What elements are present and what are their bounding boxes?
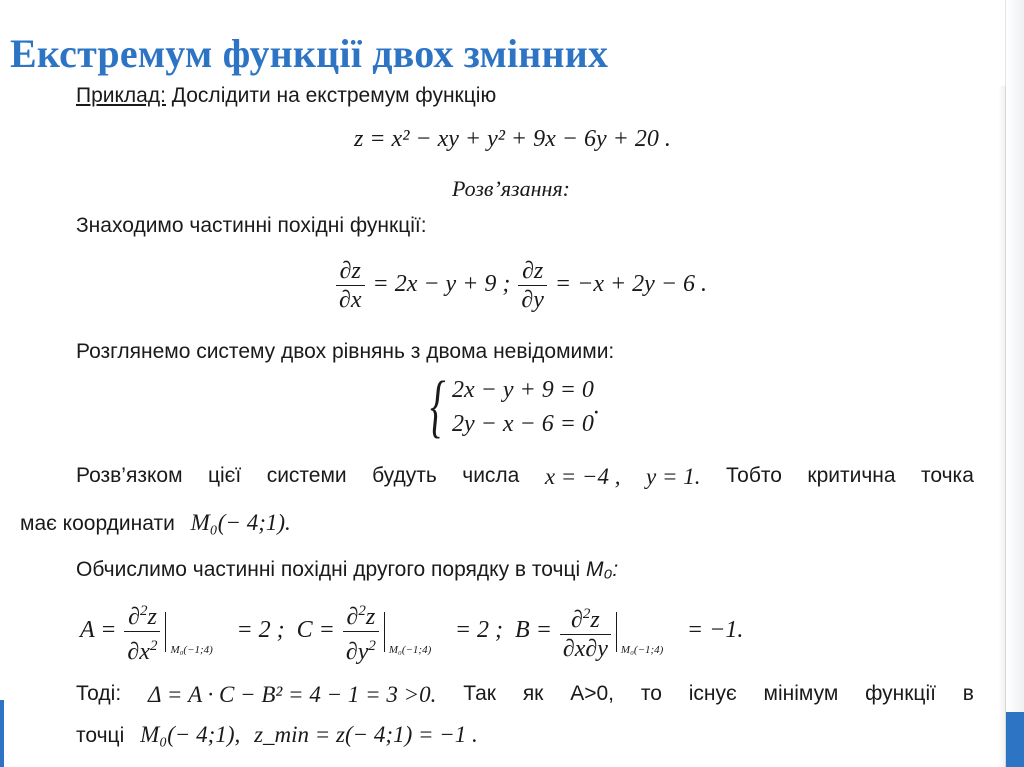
zmin-formula: z_min = z(− 4;1) = −1 .: [254, 722, 478, 747]
conclusion-cont: точці: [76, 724, 125, 747]
step3-line: [76, 464, 974, 490]
C-value: = 2 ;: [454, 617, 504, 644]
example-line: [76, 84, 496, 108]
equation-system: { 2x − y + 9 = 0 2y − x − 6 = 0 .: [430, 368, 600, 445]
word: існує: [688, 682, 737, 705]
word: як: [522, 682, 544, 705]
solution-heading: Розв’язання:: [452, 176, 571, 201]
word: мінімум: [763, 682, 839, 705]
B-symbol: B =: [515, 617, 552, 644]
word: в: [962, 682, 974, 705]
partial-x-expr: = 2x − y + 9 ;: [372, 271, 511, 298]
partial-derivatives: [334, 258, 707, 313]
dz-dy-fraction: $\frac{\partial z}{\partial y}$: [518, 258, 547, 313]
y-value: y = 1.: [646, 464, 701, 489]
right-accent-stripe: [1006, 712, 1024, 767]
word: A>0,: [570, 682, 614, 705]
function-formula: z = x² − xy + y² + 9x − 6y + 20 .: [354, 126, 671, 152]
step3-cont: має координати: [20, 512, 175, 535]
word: точка: [921, 464, 974, 487]
left-accent-stripe: [0, 700, 4, 767]
example-label: Приклад:: [76, 84, 166, 107]
dz-dx-fraction: $\frac{\partial z}{\partial x}$: [336, 258, 365, 313]
step1-text: Знаходимо частинні похідні функції:: [76, 214, 427, 237]
A-symbol: A =: [80, 617, 117, 644]
step4-line: [76, 558, 618, 582]
C-symbol: C =: [296, 617, 335, 644]
delta-formula: Δ = A · C − B² = 4 − 1 = 3 >0.: [148, 682, 437, 707]
conclusion-point: M₀(− 4;1),: [140, 722, 241, 747]
word: функції: [865, 682, 936, 705]
step4-text: Обчислимо частинні похідні другого порядку в точці: [76, 558, 581, 581]
eval-bar-A: M₀(−1;4): [165, 612, 230, 652]
step3-cont-line: [20, 510, 291, 536]
system-eq2: 2y − x − 6 = 0: [452, 411, 594, 437]
word: системи: [266, 464, 347, 487]
slide-title: Екстремум функції двох змінних: [10, 31, 609, 76]
d2z-dxdy-fraction: $\frac{\partial^2z}{\partial x\partial y}$: [560, 601, 611, 662]
second-derivatives: [80, 598, 743, 665]
B-value: = −1.: [686, 617, 744, 644]
word: цієї: [207, 464, 242, 487]
system-brace: {: [430, 368, 446, 445]
A-value: = 2 ;: [236, 617, 285, 644]
word: Тоді:: [76, 682, 122, 705]
conclusion-line: [76, 682, 974, 708]
critical-point: M₀(− 4;1).: [190, 510, 291, 535]
word: будуть: [372, 464, 437, 487]
step2-text: Розглянемо систему двох рівнянь з двома невідомими:: [76, 340, 615, 363]
d2z-dy2-fraction: $\frac{\partial^2z}{\partial y^2}$: [343, 598, 379, 665]
word: Тобто: [725, 464, 782, 487]
eval-bar-C: M₀(−1;4): [384, 612, 449, 652]
d2z-dx2-fraction: $\frac{\partial^2z}{\partial x^2}$: [124, 598, 160, 665]
word: Так: [463, 682, 496, 705]
right-frame-shadow: [998, 86, 1006, 767]
eval-bar-B: M₀(−1;4): [616, 612, 681, 652]
right-frame-bar: [1005, 0, 1024, 767]
example-text: Дослідити на екстремум функцію: [171, 84, 497, 107]
x-value: x = −4 ,: [544, 464, 621, 489]
step4-point: M₀:: [586, 558, 619, 581]
word: Розв’язком: [76, 464, 183, 487]
word: числа: [462, 464, 520, 487]
word: критична: [807, 464, 896, 487]
partial-y-expr: = −x + 2y − 6 .: [554, 271, 708, 298]
system-eq1: 2x − y + 9 = 0: [452, 377, 594, 403]
word: то: [640, 682, 662, 705]
conclusion-cont-line: [76, 722, 478, 748]
